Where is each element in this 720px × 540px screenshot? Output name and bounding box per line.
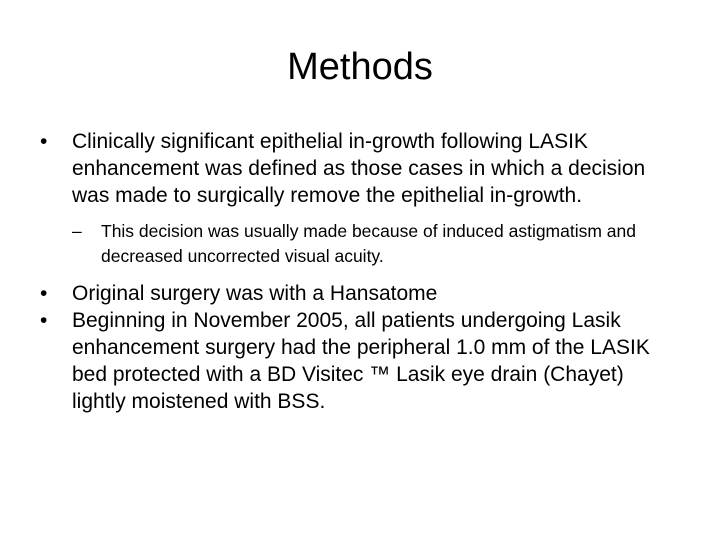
bullet-text: Beginning in November 2005, all patients undergoing Lasik enhancement surgery had the peripheral 1.0 mm of the LASIK bed protected with a BD Visitec ™ Lasik eye drain (Chayet) lightly moistened with BSS. <box>72 309 650 413</box>
bullet-marker: • <box>40 130 48 153</box>
sub-bullet-marker: – <box>72 221 82 241</box>
slide-title: Methods <box>287 46 433 88</box>
bullet-item <box>36 128 676 209</box>
bullet-marker: • <box>40 282 48 305</box>
bullet-marker: • <box>40 309 48 332</box>
bullet-text: Original surgery was with a Hansatome <box>72 282 438 305</box>
slide-body <box>36 128 676 427</box>
sub-bullet-item <box>36 219 676 269</box>
bullet-text: Clinically significant epithelial in-growth following LASIK enhancement was defined as those cases in which a decision was made to surgically remove the epithelial in-growth. <box>72 130 646 207</box>
bullet-item <box>36 280 676 307</box>
sub-bullet-text: This decision was usually made because of induced astigmatism and decreased uncorrected visual acuity. <box>101 221 637 266</box>
bullet-item <box>36 307 676 415</box>
